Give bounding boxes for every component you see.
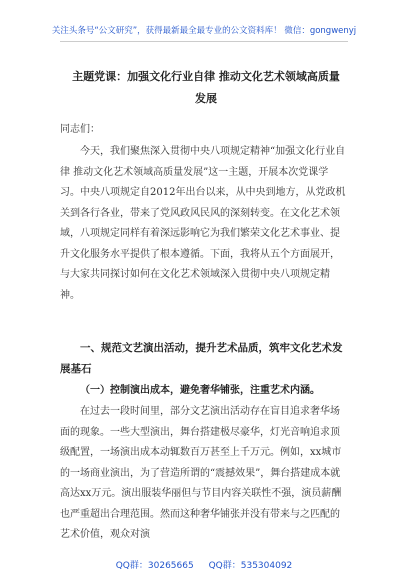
header-divider: [60, 41, 348, 42]
section-heading-1: 一、规范文艺演出活动，提升艺术品质，筑牢文化艺术发展基石: [60, 342, 343, 375]
paragraph-section-1: 在过去一段时间里，部分文艺演出活动存在盲目追求奢华场面的现象。一些大型演出，舞台搭建极尽豪华，灯光音响追求顶级配置，一场演出成本动辄数百万甚至上千万元。例如，xx城市的一场商业演出，为了营造所谓的“震撼效果”，舞台搭建成本就高达xx万元。演出服装华丽但与节目内容关联性不强，演员薪酬也严重超出合理范围。然而这种奢华铺张并没有带来与之匹配的艺术价值，观众对演: [60, 406, 342, 540]
footer-contact: [0, 558, 408, 571]
document-title: 主题党课：加强文化行业自律 推动文化艺术领域高质量发展: [72, 70, 340, 105]
paragraph-intro: 今天，我们聚焦深入贯彻中央八项规定精神“加强文化行业自律 推动文化艺术领域高质量发展”这一主题，开展本次党课学习。中央八项规定自2012年出台以来，从中央到地方，从党政机关到各行各业，带来了党风政风民风的深刻转变。在文化艺术领域，八项规定同样有着深远影响它为我们繁荣文化艺术事业、提升文化服务水平提供了根本遵循。下面，我将从五个方面展开，与大家共同探讨如何在文化艺术领域深入贯彻中央八项规定精神。: [60, 146, 346, 301]
footer-qq-group-1: QQ群：30265665: [115, 561, 194, 571]
footer-qq-group-2: QQ群：535304092: [208, 561, 293, 571]
subsection-heading-1: （一）控制演出成本，避免奢华铺张，注重艺术内涵。: [80, 385, 320, 396]
salutation: 同志们：: [60, 124, 100, 135]
header-banner: 关注头条号“公文研究”，获得最新最全最专业的公文资料库！ 微信：gongwenyj: [51, 26, 357, 36]
